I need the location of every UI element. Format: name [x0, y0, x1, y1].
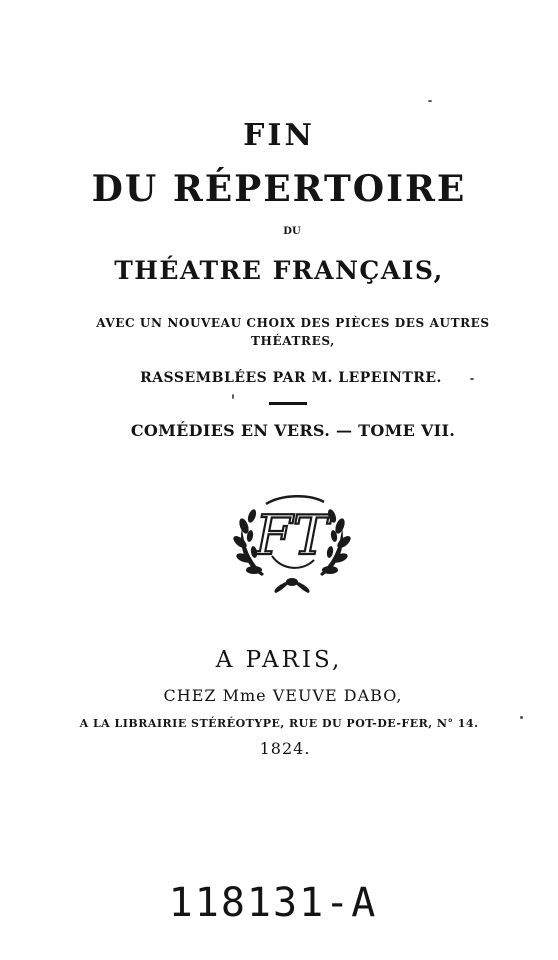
imprint-address: A LA LIBRAIRIE STÉRÉOTYPE, RUE DU POT-DE-FER, N° 14.: [79, 717, 479, 730]
imprint-city: A PARIS,: [215, 647, 343, 673]
title-line-fin: FIN: [243, 118, 315, 153]
imprint-publisher: CHEZ Mme VEUVE DABO,: [163, 686, 403, 705]
volume-label: COMÉDIES EN VERS. — TOME VII.: [130, 421, 456, 440]
paper-speck: [232, 394, 234, 399]
imprint-year: 1824.: [259, 739, 311, 758]
title-word-du: DU: [283, 226, 301, 237]
paper-speck: [520, 716, 523, 719]
divider-rule: [269, 402, 307, 405]
subtitle-line-1: AVEC UN NOUVEAU CHOIX DES PIÈCES DES AUTRES: [96, 316, 490, 330]
title-line-repertoire: DU RÉPERTOIRE: [91, 168, 467, 210]
monogram-text: FT: [255, 504, 329, 567]
shelfmark-number: 118131-A: [168, 880, 378, 926]
paper-speck: [428, 100, 432, 102]
editor-credit: RASSEMBLÉES PAR M. LEPEINTRE.: [140, 370, 442, 386]
paper-speck: [470, 378, 474, 380]
laurel-wreath-monogram-icon: [232, 486, 352, 594]
title-line-theatre-francais: THÉATRE FRANÇAIS,: [114, 256, 444, 285]
subtitle-line-2: THÉATRES,: [251, 334, 335, 348]
